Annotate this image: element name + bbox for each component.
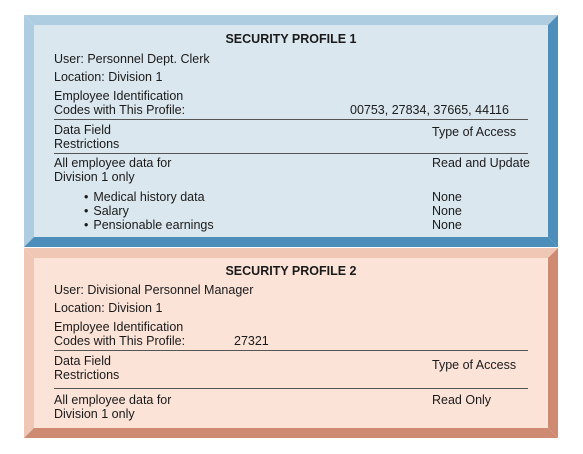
profile-2-row-line2: Division 1 only bbox=[54, 407, 135, 421]
profile-1-row-access: Read and Update bbox=[432, 156, 530, 170]
profile-1-sub-item-medical: • Medical history data bbox=[84, 190, 205, 204]
profile-1-title: SECURITY PROFILE 1 bbox=[225, 32, 357, 46]
profile-2-divider-mid bbox=[54, 388, 528, 389]
profile-2-header-access: Type of Access bbox=[432, 358, 517, 372]
profile-2-emp-codes: 27321 bbox=[234, 334, 269, 348]
profile-1-sub-access-salary: None bbox=[432, 204, 462, 218]
profile-1-row-line2: Division 1 only bbox=[54, 170, 135, 184]
profile-1-sub-access-pension: None bbox=[432, 218, 462, 232]
security-profile-1-panel bbox=[24, 15, 558, 247]
profile-1-row-line1: All employee data for bbox=[54, 156, 172, 170]
profile-1-location: Location: Division 1 bbox=[54, 70, 163, 84]
profile-2-emp-id-label-line1: Employee Identification bbox=[54, 320, 184, 334]
profile-1-sub-access-medical: None bbox=[432, 190, 462, 204]
profile-1-emp-id-label-line2: Codes with This Profile: bbox=[54, 103, 186, 117]
profile-1-header-field-line2: Restrictions bbox=[54, 137, 120, 151]
profile-1-emp-id-label-line1: Employee Identification bbox=[54, 89, 184, 103]
profile-2-divider-top bbox=[54, 350, 528, 351]
profile-2-row-line1: All employee data for bbox=[54, 393, 172, 407]
security-profile-2-panel bbox=[24, 248, 558, 438]
profile-1-divider-top bbox=[54, 119, 528, 120]
profile-1-user: User: Personnel Dept. Clerk bbox=[54, 52, 210, 66]
profile-2-row-access: Read Only bbox=[432, 393, 492, 407]
profile-1-header-field-line1: Data Field bbox=[54, 123, 111, 137]
profile-2-emp-id-label-line2: Codes with This Profile: bbox=[54, 334, 186, 348]
profile-1-header-access: Type of Access bbox=[432, 125, 517, 139]
profile-1-sub-item-salary: • Salary bbox=[84, 204, 129, 218]
profile-2-title: SECURITY PROFILE 2 bbox=[225, 264, 357, 278]
profile-1-emp-codes: 00753, 27834, 37665, 44116 bbox=[350, 103, 509, 117]
profile-2-user: User: Divisional Personnel Manager bbox=[54, 283, 254, 297]
profile-1-sub-item-pension: • Pensionable earnings bbox=[84, 218, 214, 232]
profile-1-divider-mid bbox=[54, 153, 528, 154]
profile-2-header-field-line1: Data Field bbox=[54, 354, 111, 368]
profile-2-header-field-line2: Restrictions bbox=[54, 368, 120, 382]
profile-2-location: Location: Division 1 bbox=[54, 301, 163, 315]
